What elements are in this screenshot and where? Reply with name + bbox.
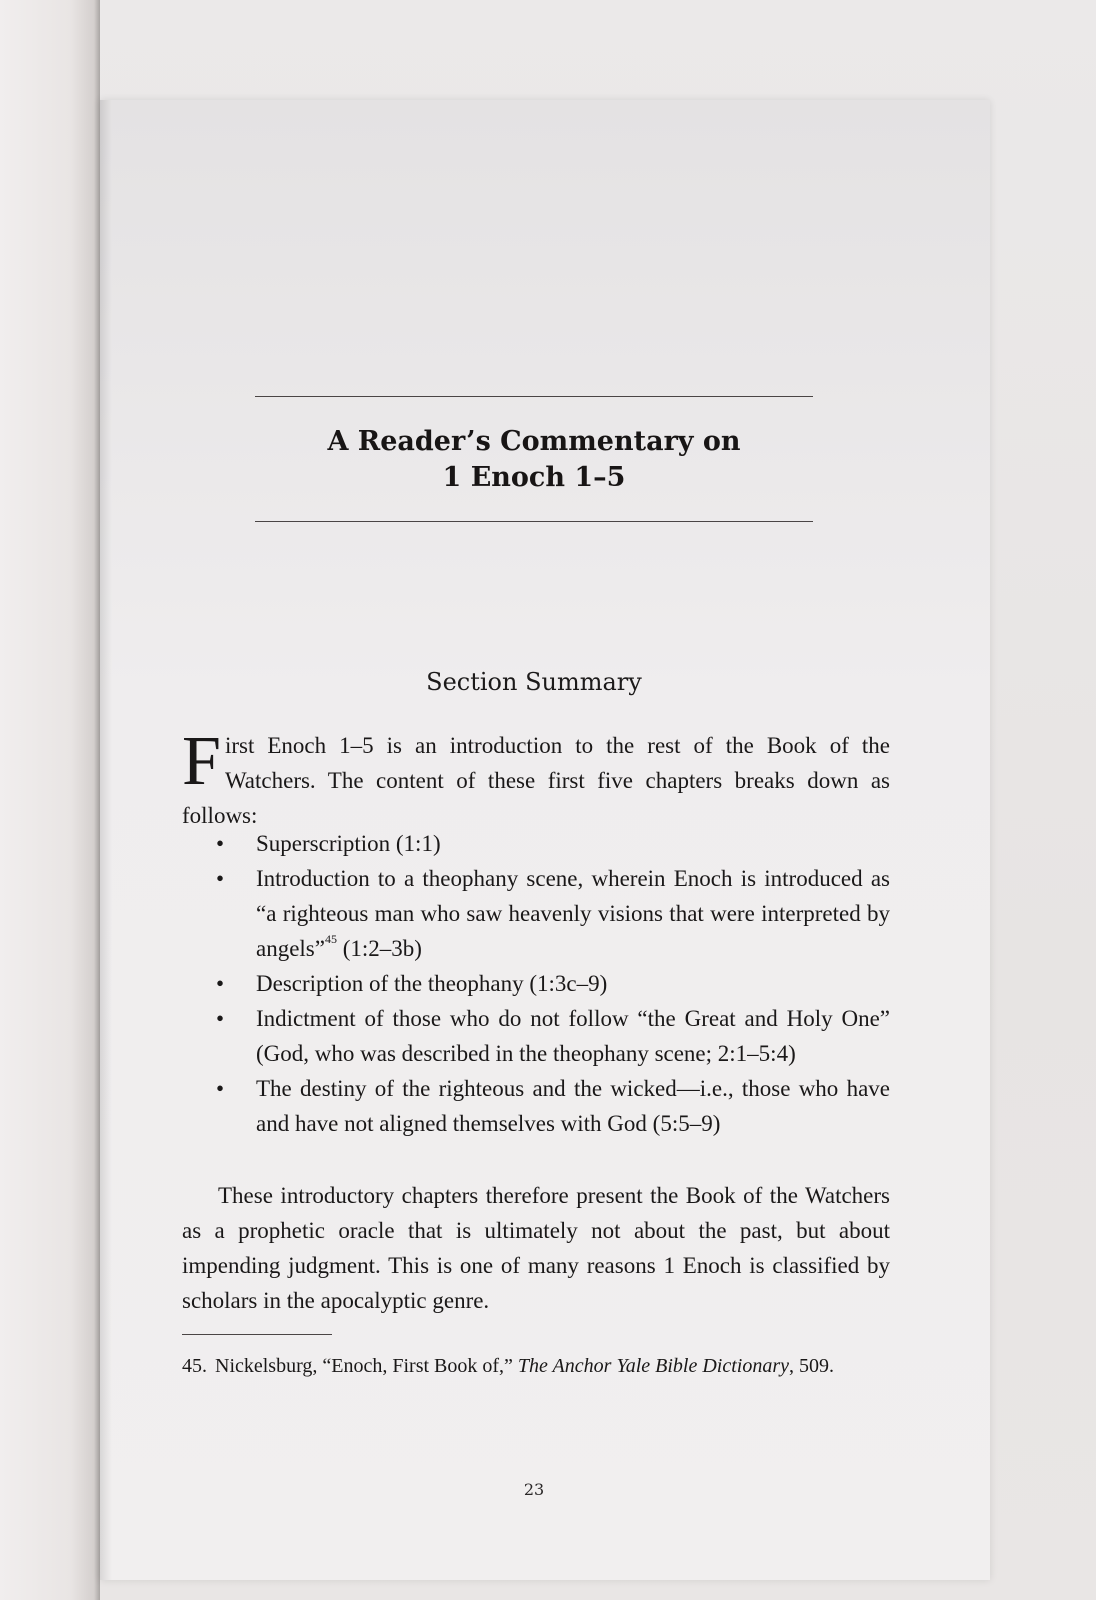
footnote-text-tail: , 509. bbox=[789, 1355, 835, 1377]
title-line-2: 1 Enoch 1–5 bbox=[442, 462, 626, 493]
bullet-icon: • bbox=[216, 831, 225, 856]
page-title bbox=[200, 424, 868, 496]
list-item-text: Description of the theophany (1:3c–9) bbox=[256, 971, 608, 996]
bullet-icon: • bbox=[216, 971, 225, 996]
title-top-rule bbox=[255, 396, 813, 397]
list-item-text: Indictment of those who do not follow “the Great and Holy One” (God, who was described in the theophany scene; 2:1–5:4) bbox=[256, 1006, 890, 1066]
list-item bbox=[210, 861, 890, 966]
footnote-rule bbox=[182, 1334, 332, 1335]
bullet-list bbox=[210, 826, 890, 1141]
bullet-icon: • bbox=[216, 1006, 225, 1031]
list-item-text-tail: (1:2–3b) bbox=[336, 936, 422, 961]
bullet-icon: • bbox=[216, 1076, 225, 1101]
footnote-number: 45. bbox=[182, 1355, 207, 1377]
list-item bbox=[210, 826, 890, 861]
list-item-text: The destiny of the righteous and the wicked—i.e., those who have and have not aligned themselves with God (5:5–9) bbox=[256, 1076, 890, 1136]
list-item-text: Superscription (1:1) bbox=[256, 831, 441, 856]
footnote-title: The Anchor Yale Bible Dictionary bbox=[517, 1355, 790, 1377]
list-item bbox=[210, 1071, 890, 1141]
footnote-reference[interactable]: 45 bbox=[324, 932, 337, 946]
list-item-text: Introduction to a theophany scene, wherein Enoch is introduced as “a righteous man who saw heavenly visions that were interpreted by angels” bbox=[256, 866, 890, 961]
list-item bbox=[210, 1001, 890, 1071]
footnote bbox=[182, 1352, 890, 1380]
intro-paragraph bbox=[182, 723, 890, 833]
book-page bbox=[100, 100, 990, 1580]
section-heading: Section Summary bbox=[426, 668, 642, 696]
drop-cap: F bbox=[182, 723, 221, 800]
footnote-text: Nickelsburg, “Enoch, First Book of,” bbox=[215, 1355, 518, 1377]
facing-page-edge bbox=[0, 0, 100, 1600]
page-number: 23 bbox=[523, 1480, 545, 1499]
conclusion-paragraph: These introductory chapters therefore present the Book of the Watchers as a prophetic oracle that is ultimately not about the past, but about impending judgment. This is one of many reasons 1 Enoch is classified by scholars in the apocalyptic genre. bbox=[182, 1183, 890, 1313]
intro-text: irst Enoch 1–5 is an introduction to the rest of the Book of the Watchers. The content of these first five chapters breaks down as follows: bbox=[182, 733, 890, 828]
list-item bbox=[210, 966, 890, 1001]
bullet-icon: • bbox=[216, 866, 225, 891]
title-line-1: A Reader’s Commentary on bbox=[327, 426, 741, 457]
title-bottom-rule bbox=[255, 521, 813, 522]
